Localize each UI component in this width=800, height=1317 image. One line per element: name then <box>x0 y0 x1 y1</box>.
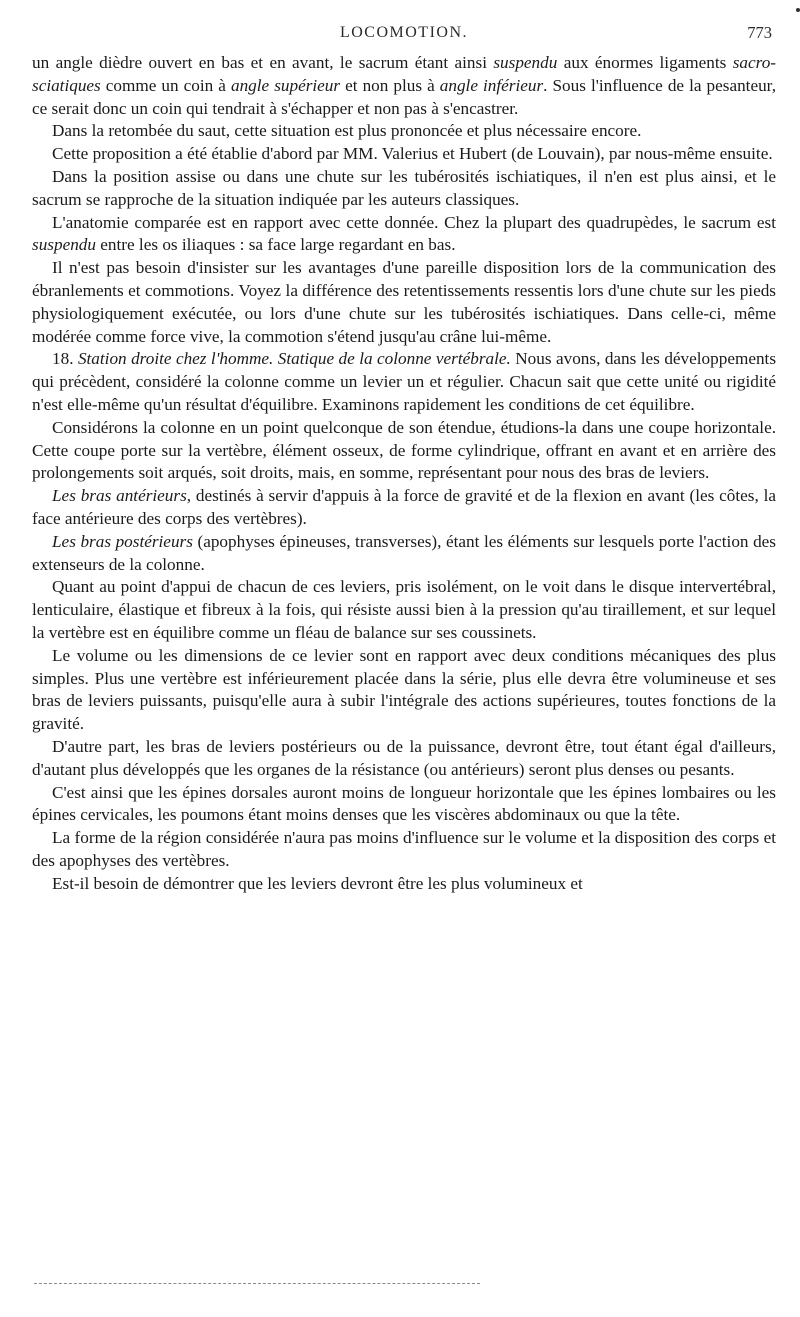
paragraph <box>32 827 776 873</box>
body-text <box>32 52 776 895</box>
paragraph <box>32 873 776 896</box>
text-run: Cette proposition a été établie d'abord par MM. Valerius et Hubert (de Louvain), par nous-même ensuite. <box>52 144 773 164</box>
paragraph <box>32 212 776 258</box>
paragraph <box>32 782 776 828</box>
text-run: aux énormes ligaments <box>557 53 733 72</box>
book-page <box>32 22 776 895</box>
footer-rule <box>34 1283 480 1284</box>
page-header <box>32 22 776 52</box>
text-run: Considérons la colonne en un point quelconque de son étendue, étudions-la dans une coupe horizontale. Cette coupe porte sur la vertèbre, élément osseux, de forme cylindrique, offrant en avant et en arrière des prolongements soit arqués, soit droits, mais, en somme, représentant pour nous des bras de leviers. <box>32 417 776 483</box>
text-run: C'est ainsi que les épines dorsales auront moins de longueur horizontale que les épines lombaires ou les épines cervicales, les poumons étant moins denses que les viscères abdominaux ou que la tête. <box>32 782 776 825</box>
italic-text: suspendu <box>32 235 96 255</box>
text-run: , destinés à servir d'appuis à la force de gravité et de la flexion en avant (les côtes, la face antérieure des corps des vertèbres). <box>32 486 776 528</box>
paragraph <box>32 645 776 736</box>
paragraph <box>32 166 776 212</box>
italic-text: suspendu <box>493 53 558 72</box>
paragraph <box>32 257 776 348</box>
scan-speck <box>796 8 800 12</box>
paragraph <box>32 120 776 143</box>
italic-text: angle supérieur <box>230 75 341 95</box>
text-run: comme un coin à <box>100 75 231 95</box>
italic-text: angle inférieur <box>439 75 544 95</box>
text-run: D'autre part, les bras de leviers postérieurs ou de la puissance, devront être, tout étant égal d'ailleurs, d'autant plus développés que les organes de la résistance (ou antérieurs) seront plus denses ou pesants. <box>32 736 776 779</box>
italic-text: Station droite chez l'homme. Statique de la colonne vertébrale. <box>77 349 511 369</box>
text-run: 18. <box>52 349 78 369</box>
text-run: (apophyses épineuses, transverses), étant les éléments sur lesquels porte l'action des extenseurs de la colonne. <box>32 531 776 574</box>
paragraph <box>32 531 776 577</box>
text-run: entre les os iliaques : sa face large regardant en bas. <box>95 235 456 255</box>
text-run: et non plus à <box>340 75 440 95</box>
text-run: Quant au point d'appui de chacun de ces leviers, pris isolément, on le voit dans le disque intervertébral, lenticulaire, élastique et fibreux à la fois, qui résiste aussi bien à la pression qu'au tiraillement, et sur lequel la vertèbre est en équilibre comme un fléau de balance sur ses coussinets. <box>32 577 776 642</box>
text-run: un angle dièdre ouvert en bas et en avant, le sacrum étant ainsi <box>32 53 494 72</box>
text-run: . Sous l'influence de la pesanteur, ce serait donc un coin qui tendrait à s'échapper et non pas à s'encastrer. <box>32 75 777 118</box>
paragraph <box>32 52 776 120</box>
paragraph <box>32 736 776 782</box>
paragraph <box>32 143 776 166</box>
italic-text: Les bras antérieurs <box>52 486 187 506</box>
paragraph <box>32 348 776 416</box>
italic-text: Les bras postérieurs <box>52 531 193 551</box>
text-run: Dans la position assise ou dans une chute sur les tubérosités ischiatiques, il n'en est plus ainsi, et le sacrum se rapproche de la situation indiquée par les auteurs classiques. <box>32 166 776 209</box>
page-number: 773 <box>747 23 772 42</box>
text-run: L'anatomie comparée est en rapport avec cette donnée. Chez la plupart des quadrupèdes, le sacrum est <box>52 212 776 232</box>
text-run: Est-il besoin de démontrer que les leviers devront être les plus volumineux et <box>52 873 583 893</box>
text-run: La forme de la région considérée n'aura pas moins d'influence sur le volume et la disposition des corps et des apophyses des vertèbres. <box>32 828 776 870</box>
paragraph <box>32 417 776 485</box>
paragraph <box>32 576 776 644</box>
text-run: Nous avons, dans les développements qui précèdent, considéré la colonne comme un levier un et régulier. Chacun sait que cette unité ou rigidité n'est elle-même qu'un résultat d'équilibre. Examinons rapidement les conditions de cet équilibre. <box>32 349 777 414</box>
running-title: LOCOMOTION. <box>339 24 469 41</box>
text-run: Il n'est pas besoin d'insister sur les avantages d'une pareille disposition lors de la communication des ébranlements et commotions. Voyez la différence des retentissements ressentis lors d'une chute sur les pieds physiologiquement exécutée, ou lors d'une chute sur les tubérosités ischiatiques. Dans celle-ci, même modérée comme force vive, la commotion s'étend jusqu'au crâne lui-même. <box>32 258 776 346</box>
text-run: Le volume ou les dimensions de ce levier sont en rapport avec deux conditions mécaniques des plus simples. Plus une vertèbre est inférieurement placée dans la série, plus elle devra être volumineuse et ses bras de leviers puissants, puisqu'elle aura à subir l'intégrale des actions supérieures, toutes fonctions de la gravité. <box>32 645 776 734</box>
text-run: Dans la retombée du saut, cette situation est plus prononcée et plus nécessaire encore. <box>52 121 642 141</box>
italic-text: sacro-sciatiques <box>32 53 777 95</box>
paragraph <box>32 485 776 531</box>
